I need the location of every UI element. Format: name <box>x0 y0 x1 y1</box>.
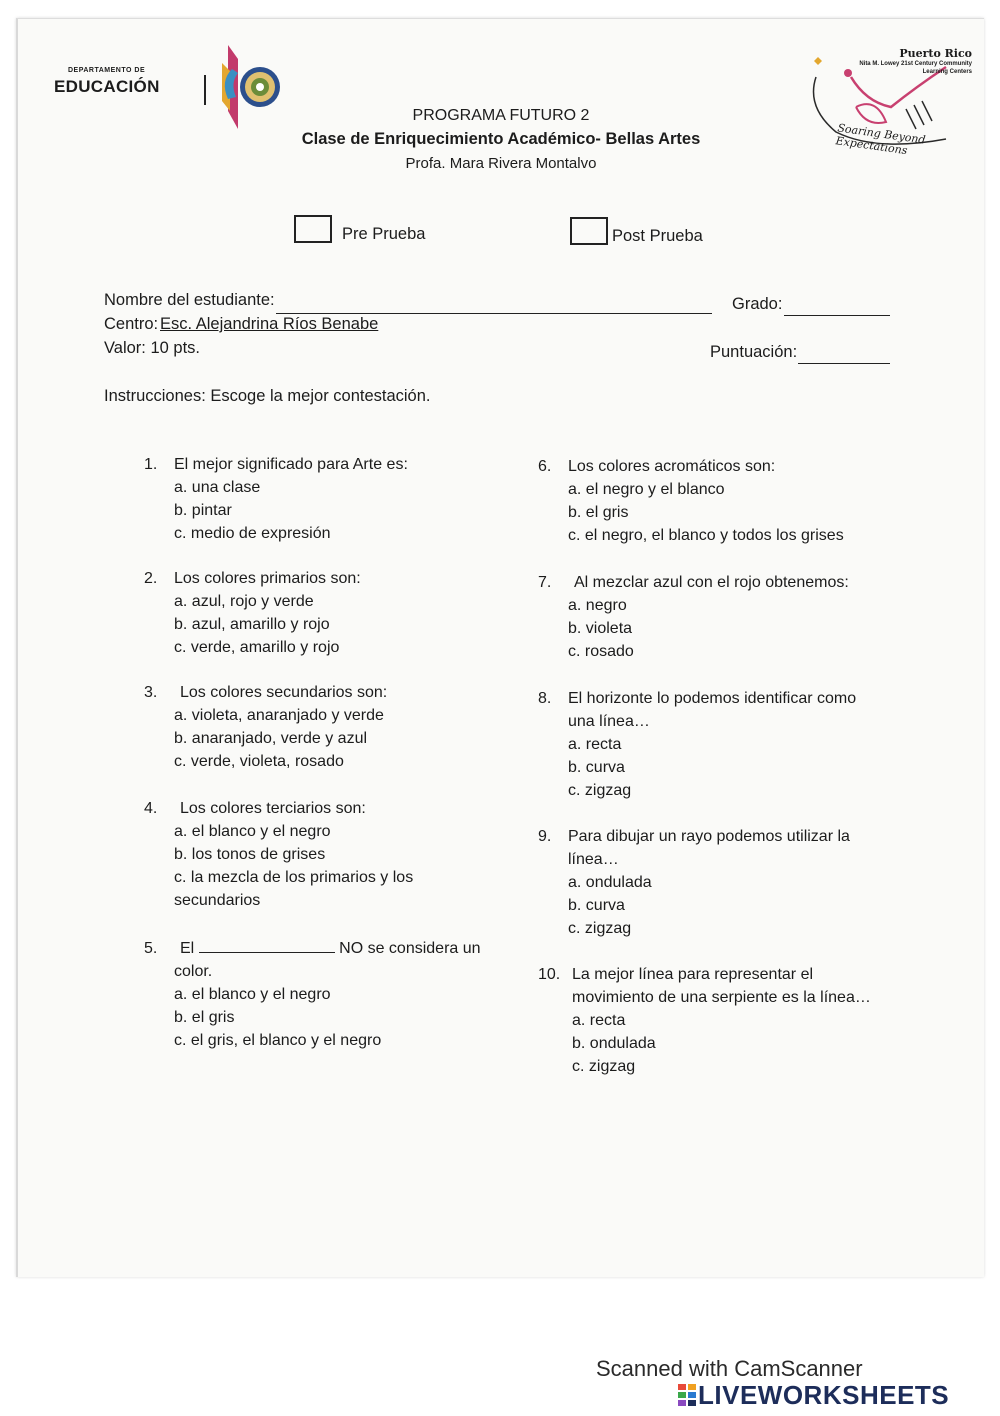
question-text: La mejor línea para representar el <box>572 966 814 983</box>
value-label: Valor: 10 pts. <box>104 339 200 357</box>
option-c-continued: secundarios <box>174 892 261 909</box>
option-a[interactable]: a. una clase <box>174 479 261 496</box>
logo-program-line2: Learning Centers <box>922 69 972 75</box>
question-number: 7. <box>538 574 552 591</box>
question-number: 8. <box>538 690 552 707</box>
question-text-start: El <box>180 940 195 957</box>
fill-in-blank[interactable] <box>199 938 335 953</box>
scanner-watermark: Scanned with CamScanner <box>596 1356 863 1381</box>
logo-country: Puerto Rico <box>899 47 972 60</box>
option-c[interactable]: c. el gris, el blanco y el negro <box>174 1032 382 1049</box>
question-number: 5. <box>144 940 158 957</box>
question-3 <box>144 681 524 781</box>
option-b[interactable]: b. el gris <box>174 1009 235 1026</box>
question-text: El mejor significado para Arte es: <box>174 456 408 473</box>
post-test-label: Post Prueba <box>612 227 703 245</box>
student-name-label: Nombre del estudiante: <box>104 291 275 309</box>
center-label: Centro: <box>104 315 159 333</box>
pre-test-label: Pre Prueba <box>342 225 426 243</box>
question-6 <box>538 455 958 555</box>
question-9 <box>538 825 958 945</box>
question-8 <box>538 687 958 807</box>
question-7 <box>538 571 958 671</box>
teacher-name: Profa. Mara Rivera Montalvo <box>405 155 597 172</box>
score-label: Puntuación: <box>710 343 798 361</box>
question-text-continued: una línea… <box>568 713 650 730</box>
option-b[interactable]: b. los tonos de grises <box>174 846 326 863</box>
post-test-checkbox[interactable] <box>570 217 608 245</box>
option-c[interactable]: c. la mezcla de los primarios y los <box>174 869 414 886</box>
option-b[interactable]: b. el gris <box>568 504 629 521</box>
logo-slogan: Soaring Beyond Expectations <box>834 121 927 158</box>
option-c[interactable]: c. zigzag <box>572 1058 636 1075</box>
question-2 <box>144 567 524 667</box>
question-text: Al mezclar azul con el rojo obtenemos: <box>574 574 849 591</box>
liveworksheets-brand: LIVEWORKSHEETS <box>698 1380 950 1410</box>
question-text-end: NO se considera un <box>339 940 481 957</box>
option-c[interactable]: c. el negro, el blanco y todos los grises <box>568 527 844 544</box>
option-c[interactable]: c. rosado <box>568 643 634 660</box>
question-text: Para dibujar un rayo podemos utilizar la <box>568 828 850 845</box>
question-text: El horizonte lo podemos identificar como <box>568 690 857 707</box>
instructions: Instrucciones: Escoge la mejor contestación. <box>104 387 431 405</box>
option-b[interactable]: b. ondulada <box>572 1035 656 1052</box>
question-10 <box>538 963 958 1083</box>
question-number: 10. <box>538 966 561 983</box>
option-a[interactable]: a. violeta, anaranjado y verde <box>174 707 384 724</box>
liveworksheets-logo-icon <box>678 1384 696 1406</box>
option-a[interactable]: a. negro <box>568 597 627 614</box>
logo-program-line: Nita M. Lowey 21st Century Community <box>859 61 972 67</box>
option-a[interactable]: a. ondulada <box>568 874 652 891</box>
class-title: Clase de Enriquecimiento Académico- Bellas Artes <box>301 130 701 148</box>
worksheet-page <box>16 18 984 1277</box>
question-text: Los colores secundarios son: <box>180 684 388 701</box>
option-b[interactable]: b. curva <box>568 759 625 776</box>
dept-big-text: EDUCACIÓN <box>54 77 160 96</box>
question-text-continued: color. <box>174 963 213 980</box>
question-text: Los colores terciarios son: <box>180 800 366 817</box>
option-a[interactable]: a. el blanco y el negro <box>174 986 331 1003</box>
question-number: 4. <box>144 800 158 817</box>
question-number: 3. <box>144 684 158 701</box>
question-text-continued: línea… <box>568 851 619 868</box>
option-b[interactable]: b. violeta <box>568 620 633 637</box>
option-c[interactable]: c. verde, amarillo y rojo <box>174 639 340 656</box>
option-b[interactable]: b. pintar <box>174 502 232 519</box>
option-a[interactable]: a. recta <box>572 1012 626 1029</box>
question-number: 1. <box>144 456 158 473</box>
option-a[interactable]: a. azul, rojo y verde <box>174 593 314 610</box>
option-c[interactable]: c. verde, violeta, rosado <box>174 753 344 770</box>
question-text-continued: movimiento de una serpiente es la línea… <box>572 989 871 1006</box>
dept-small-text: DEPARTAMENTO DE <box>68 67 146 74</box>
option-c[interactable]: c. zigzag <box>568 782 632 799</box>
score-line[interactable] <box>798 363 890 364</box>
question-text: Los colores acromáticos son: <box>568 458 776 475</box>
option-a[interactable]: a. el blanco y el negro <box>174 823 331 840</box>
question-number: 6. <box>538 458 552 475</box>
option-a[interactable]: a. el negro y el blanco <box>568 481 725 498</box>
option-c[interactable]: c. medio de expresión <box>174 525 331 542</box>
option-a[interactable]: a. recta <box>568 736 622 753</box>
question-1 <box>144 453 524 553</box>
student-name-line[interactable] <box>276 313 712 314</box>
question-4 <box>144 797 524 917</box>
question-number: 9. <box>538 828 552 845</box>
option-b[interactable]: b. anaranjado, verde y azul <box>174 730 368 747</box>
center-value: Esc. Alejandrina Ríos Benabe <box>160 315 379 333</box>
program-title: PROGRAMA FUTURO 2 <box>412 107 590 124</box>
option-c[interactable]: c. zigzag <box>568 920 632 937</box>
logo-divider <box>204 75 206 105</box>
option-b[interactable]: b. azul, amarillo y rojo <box>174 616 330 633</box>
question-5 <box>144 937 524 1057</box>
grade-label: Grado: <box>732 295 783 313</box>
grade-line[interactable] <box>784 315 890 316</box>
option-b[interactable]: b. curva <box>568 897 625 914</box>
question-text: Los colores primarios son: <box>174 570 361 587</box>
question-number: 2. <box>144 570 158 587</box>
pre-test-checkbox[interactable] <box>294 215 332 243</box>
